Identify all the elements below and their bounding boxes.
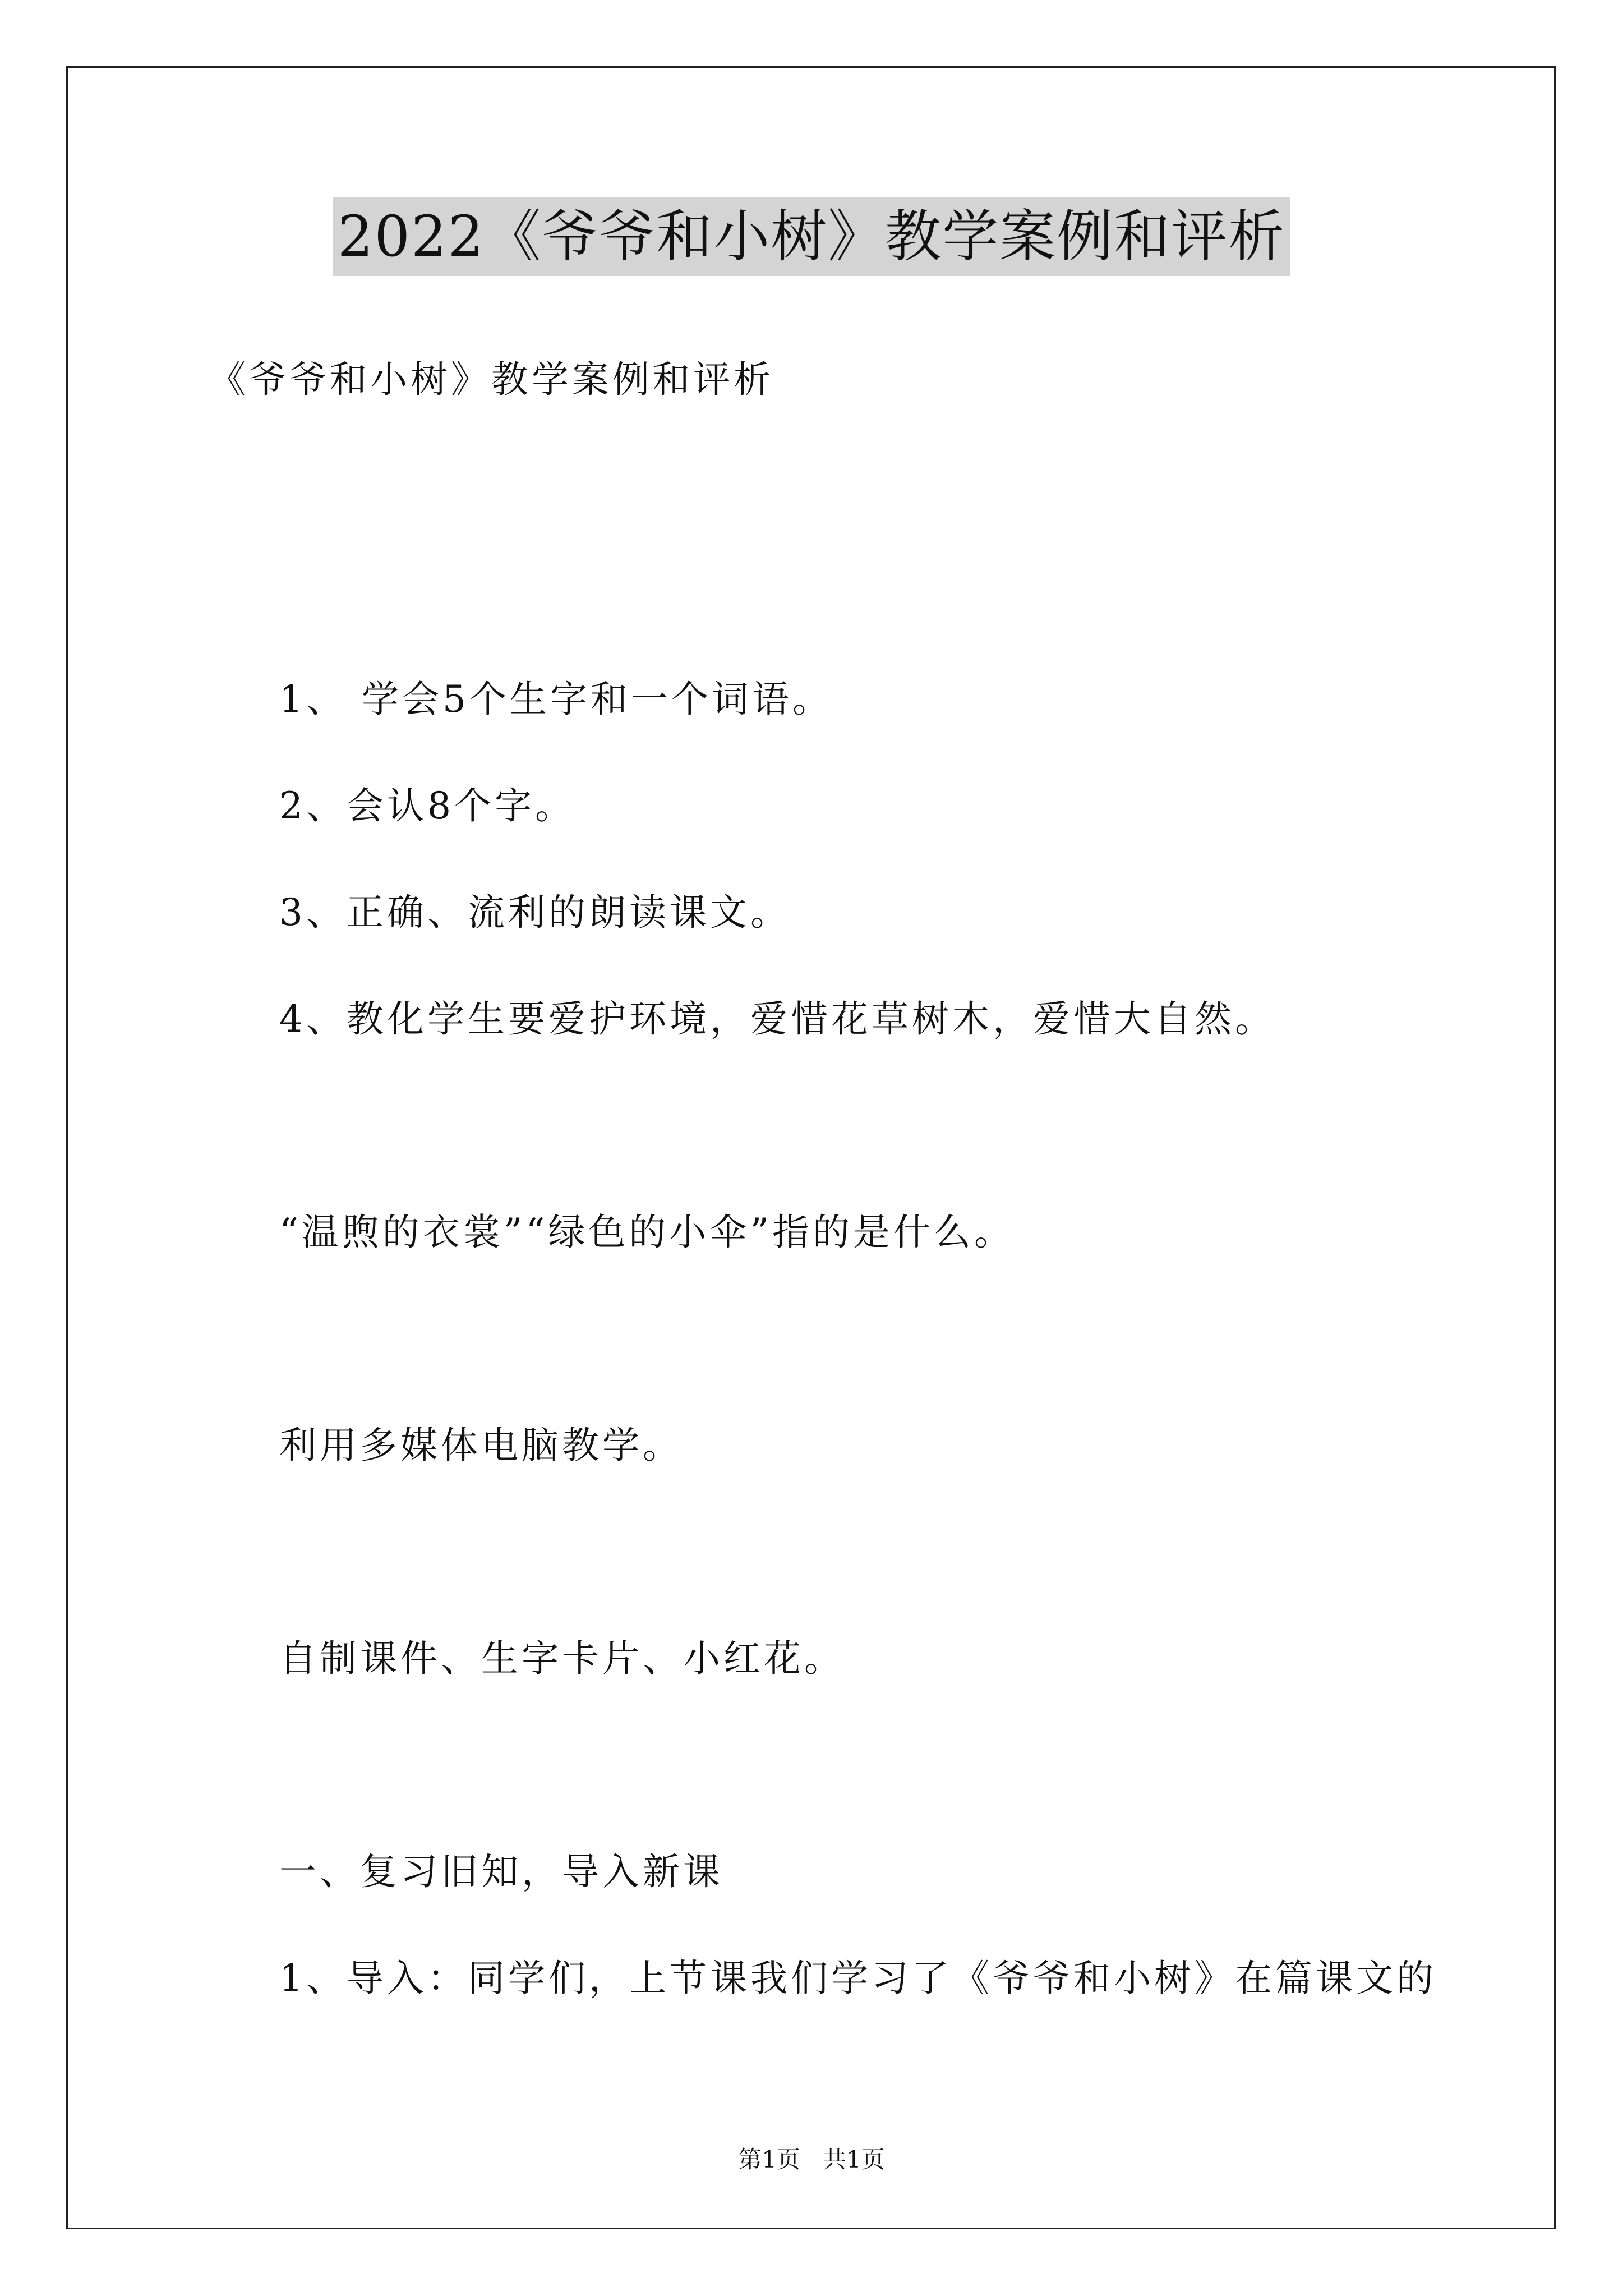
key-point-text: “温煦的衣裳”“绿色的小伞”指的是什么。 — [279, 1211, 1015, 1254]
objective-item-3: 3、正确、流利的朗读课文。 — [279, 891, 791, 934]
objective-item-2: 2、会认8个字。 — [279, 784, 575, 827]
objective-item-1: 1、 学会5个生字和一个词语。 — [279, 678, 833, 721]
paragraph-text: 1、导入：同学们，上节课我们学习了《爷爷和小树》在篇课文的 — [279, 1957, 1437, 2000]
title-container — [0, 197, 1623, 276]
document-title: 2022《爷爷和小树》教学案例和评析 — [333, 197, 1290, 276]
page-footer: 第1页 共1页 — [738, 2146, 885, 2173]
objective-item-4: 4、教化学生要爱护环境，爱惜花草树木，爱惜大自然。 — [279, 997, 1275, 1041]
section-heading: 一、复习旧知，导入新课 — [279, 1850, 723, 1893]
preparation-text: 自制课件、生字卡片、小红花。 — [279, 1637, 845, 1680]
document-subtitle: 《爷爷和小树》教学案例和评析 — [209, 358, 774, 401]
teaching-method-text: 利用多媒体电脑教学。 — [279, 1424, 683, 1467]
